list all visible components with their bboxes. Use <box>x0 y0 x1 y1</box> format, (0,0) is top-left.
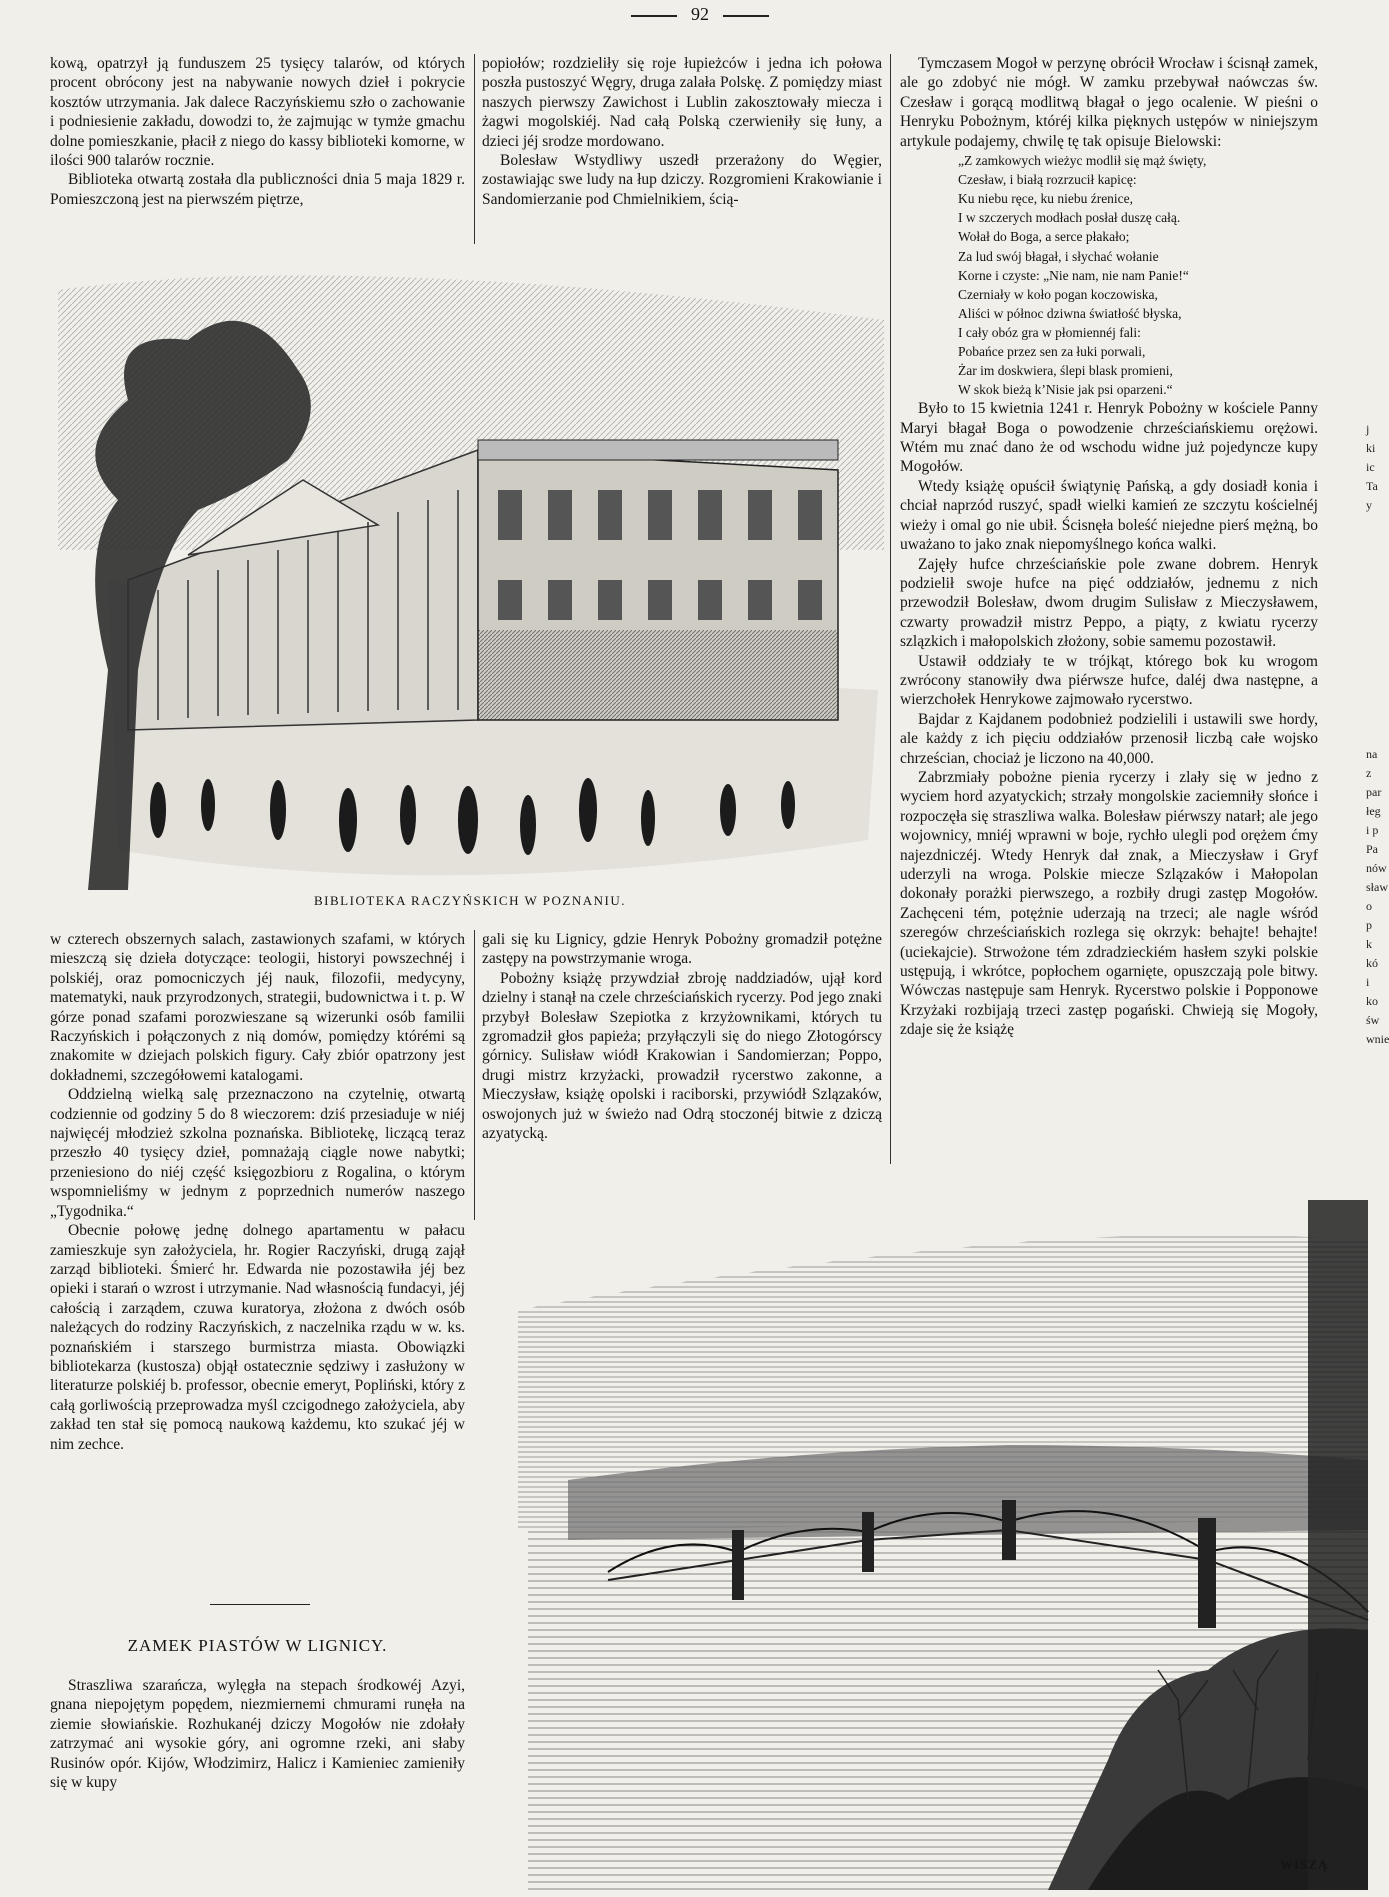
poem-line: I w szczerych modłach posłał duszę całą. <box>958 210 1181 226</box>
paragraph: kową, opatrzył ją funduszem 25 tysięcy talarów, od których procent obrócony jest na nabywanie nowych dzieł i pokrycie kosztów utrzymania. Jak dalece Raczyńskiemu szło o zachowanie i podniesienie zakładu, dowodzi to, że zajmując w tymże gmachu dolne pomieszkanie, płacił z niego do kassy biblioteki komorne, w ilości 900 talarów rocznie. <box>50 55 465 170</box>
edge-fragment: o p <box>1366 899 1372 932</box>
paragraph: Oddzielną wielką salę przeznaczono na czytelnię, otwartą codziennie od godziny 5 do 8 wieczorem: dziś przesiaduje w niéj najwięcéj młodzież szkolna poznańska. Bibliotekę, liczącą teraz przeszło 40 tysięcy dzieł, pomnażają ciągle nowe nabytki; przeniesiono do niéj część księgozbioru z Rogalina, o którym wspomnieliśmy w jednym z poprzednich numerów naszego „Tygodnika.“ <box>50 1086 465 1220</box>
column-rule <box>890 54 891 1164</box>
poem-line: Wołał do Boga, a serce płakało; <box>958 229 1130 245</box>
column-1-bottom <box>50 930 465 1454</box>
paragraph: Bolesław Wstydliwy uszedł przerażony do Węgier, zostawiając swe ludy na łup dziczy. Rozgromieni Krakowianie i Sandomierzanie pod Chmielnikiem, ścią- <box>482 152 882 208</box>
edge-fragment: Ta <box>1366 479 1378 493</box>
paragraph: popiołów; rozdzieliły się roje łupieżców i jedna ich połowa poszła pustoszyć Węgry, druga zalała Polskę. Z pomiędzy miast naszych pierwszy Zawichost i Lublin zakosztowały miecza i żagwi mogolskiéj. Nad całą Polską czerwieniły się łuny, a dzieci jéj srodze mordowano. <box>482 55 882 150</box>
paragraph: Obecnie połowę jednę dolnego apartamentu w pałacu zamieszkuje syn założyciela, hr. Rogier Raczyński, drugą zajął zarząd biblioteki. Śmierć hr. Edwarda nie pozostawiła jéj bez opieki i starań o wzrost i utrzymanie. Nad własnością fundacyi, jéj całością i zarządem, czuwa kuratorya, złożona z dwóch osób należących do rodziny Raczyńskich, z naczelnika rządu w w. ks. poznańskiém i starszego burmistrza miasta. Obowiązki bibliotekarza (kustosza) objął ostatecznie sędziwy i zasłużony w literaturze polskiéj b. professor, obecnie emeryt, Popliński, który z całą gorliwością przeprowadza myśl czcigodnego założyciela, aby zakład ten stał się pomocą naukową każdemu, kto szukać jéj w nim zechce. <box>50 1222 465 1453</box>
paragraph: gali się ku Lignicy, gdzie Henryk Pobożny gromadził potężne zastępy na powstrzymanie wroga. <box>482 931 882 968</box>
paragraph: w czterech obszernych salach, zastawionych szafami, w których mieszczą się dzieła dotyczące: teologii, historyi powszechnéj i polskiéj, oraz pomocniczych jéj nauk, filozofii, medycyny, matematyki, nauk przyrodzonych, strategii, budownictwa i t. p. W górze ponad szafami porozwieszane są wizerunki osób familii Raczyńskich i połączonych z nią domów, pomiędzy którémi są znakomite w dziejach polskich figury. Cały zbiór opatrzony jest dokładnemi, szczegółowemi katalogami. <box>50 931 465 1084</box>
edge-fragment: na z <box>1366 747 1378 780</box>
poem-line: W skok bieżą k’Nisie jak psi oparzeni.“ <box>958 382 1173 398</box>
edge-fragment: ic <box>1366 460 1375 474</box>
edge-fragment: i ko <box>1366 975 1378 1008</box>
poem-line: Czerniały w koło pogan koczowiska, <box>958 286 1158 302</box>
poem-line: Czesław, i białą rozrzucił kapicę: <box>958 172 1137 188</box>
edge-fragment: Pa <box>1366 842 1378 856</box>
poem-line: Żar im doskwiera, ślepi blask promieni, <box>958 363 1173 379</box>
column-rule <box>474 54 475 244</box>
column-2-top <box>482 54 882 209</box>
paragraph: Biblioteka otwartą została dla publiczności dnia 5 maja 1829 r. Pomieszczoną jest na pierwszém piętrze, <box>50 171 465 208</box>
poem-line: Ku niebu ręce, ku niebu źrenice, <box>958 191 1134 207</box>
edge-fragment: wnie <box>1366 1032 1389 1046</box>
section-separator <box>210 1604 310 1605</box>
poem-quote <box>900 151 1318 399</box>
paragraph: Zajęły hufce chrześciańskie pole zwane dobrem. Henryk podzielił swoje hufce na pięć oddziałów, jednemu z nich przewodził Bolesław, dwom drugim Sulisław z Mieczysławem, czwarty prowadził mistrz Peppo, a piąty, z kwiatu rycerzy szlązkich i małopolskich złożony, sobie samemu pozostawił. <box>900 555 1318 651</box>
paragraph: Zabrzmiały pobożne pienia rycerzy i zlały się w jedno z wyciem hord azyatyckich; strzały mongolskie zaciemniły słońce i rozpoczęła się straszliwa walka. Bolesław piérwszy natarł; ale jego wojownicy, mniéj wprawni w boje, rychło ulegli pod orężem ćmy najezdniczéj. Wtedy Henryk dał znak, a Mieczysław i Gryf uderzyli na wroga. Polskie miecze Szlązaków i Małopolan dokonały porażki pierwszego, a rozbiły drugi zastęp Mogołów. Zachęceni tém, potężnie uderzają na trzeci; ale nagle wśród szeregów chrześciańskich rozlega się okrzyk: behajte! behajte! (uciekajcie). Strwożone tém zdradzieckiém hasłem szyki polskie ustępują, i wkrótce, popłochem ogarnięte, opuszczają pole bitwy. Wówczas następuje sam Henryk. Rycerstwo polskie i Popponowe Krzyżaki rozbijają trzeci zastęp pogański. Chwieją się Mogoły, zdaje się że książę <box>900 768 1318 1039</box>
edge-fragment: par <box>1366 785 1382 799</box>
column-rule <box>474 930 475 1220</box>
edge-fragment: sław <box>1366 880 1388 894</box>
edge-fragment: i p <box>1366 823 1379 837</box>
edge-fragment: św <box>1366 1013 1380 1027</box>
paragraph: Tymczasem Mogoł w perzynę obrócił Wrocław i ścisnął zamek, ale go zdobyć nie mógł. W zamku przebywał naówczas św. Czesław i gorącą modlitwą błagał o jego ocalenie. W pieśni o Henryku Pobożnym, któréj kilka pięknych ustępów w niniejszym artykule podajemy, chwilę tę tak opisuje Bielowski: <box>900 55 1318 150</box>
edge-fragment: k kó <box>1366 937 1378 970</box>
paragraph: Straszliwa szarańcza, wylęgła na stepach środkowéj Azyi, gnana niepojętym popędem, niezmiernemi chmurami runęła na ziemie słowiańskie. Rozhukanéj dziczy Mogołów nie zdołały zatrzymać ani wysokie góry, ani ogromne rzeki, ani słaby Rusinów opór. Kijów, Włodzimirz, Halicz i Kamieniec zamieniły się w kupy <box>50 1677 465 1792</box>
edge-fragment: y <box>1366 498 1372 512</box>
edge-fragment: nów <box>1366 861 1387 875</box>
paragraph: Ustawił oddziały te w trójkąt, którego bok ku wrogom zwrócony stanowiły dwa piérwsze hufce, daléj dwa następne, a wierzchołek Henrykowe zajmowało rycerstwo. <box>900 652 1318 709</box>
edge-fragment: ki <box>1366 441 1376 455</box>
poem-line: Pobańce przez sen za łuki porwali, <box>958 343 1146 359</box>
edge-fragment: łeg <box>1366 804 1381 818</box>
paragraph: Pobożny książę przywdział zbroję naddziadów, ujął kord dzielny i stanął na czele chrześciańskich rycerzy. Pod jego znaki przybył Bolesław Szepiotka z krzyżownikami, których tu zgromadził głos papieża; przyłączyli się do niego Złotogórscy górnicy. Sulisław wiódł Krakowian i Sandomierzan; Poppo, drugi mistrz krzyżacki, prowadził rycerstwo zakonne, a Mieczysław, książę opolski i raciborski, przywiódł Szlązaków, oswojonych już w świeżo nad Odrą stoczonéj bitwie z dziczą azyatycką. <box>482 969 882 1143</box>
poem-line: Za lud swój błagał, i słychać wołanie <box>958 248 1159 264</box>
poem-line: Korne i czyste: „Nie nam, nie nam Panie!“ <box>958 267 1189 283</box>
column-1-top <box>50 54 465 209</box>
paragraph: Było to 15 kwietnia 1241 r. Henryk Pobożny w kościele Panny Maryi błagał Boga o powodzenie chrześciańskiemu orężowi. Wtém mu znać dano że od wschodu widne już pojedyncze kupy Mogołów. <box>900 400 1318 476</box>
poem-line: „Z zamkowych wieżyc modlił się mąż święty, <box>958 153 1207 169</box>
library-engraving <box>48 250 884 890</box>
library-caption: BIBLIOTEKA RACZYŃSKICH W POZNANIU. <box>314 893 626 908</box>
poem-line: I cały obóz gra w płomiennéj fali: <box>958 324 1141 340</box>
paragraph: Bajdar z Kajdanem podobnież podzielili i ustawili swe hordy, ale każdy z ich pięciu oddziałów przenosił liczbą całe wojsko chrześcian, chociaż je liczono na 40,000. <box>900 710 1318 767</box>
page-number: 92 <box>600 4 800 25</box>
column-1-zamek <box>50 1676 465 1792</box>
edge-fragment: j <box>1366 422 1370 436</box>
bridge-engraving <box>488 1200 1368 1890</box>
paragraph: Wtedy książę opuścił świątynię Pańską, a gdy dosiadł konia i chciał naprzód ruszyć, spadł wielki kamień ze szczytu kościelnéj wieży i omal go nie ubił. Ścisnęła boleść niejedne pierś mężną, bo uważano to jako znak niepomyślnego końca walki. <box>900 477 1318 554</box>
bridge-caption: WISZĄ <box>1280 1857 1329 1872</box>
poem-line: Aliści w północ dziwna światłość błyska, <box>958 305 1182 321</box>
column-2-bottom <box>482 930 882 1143</box>
section-heading: ZAMEK PIASTÓW W LIGNICY. <box>127 1636 388 1655</box>
column-3 <box>900 54 1318 1040</box>
edge-fragments <box>1366 420 1389 1049</box>
